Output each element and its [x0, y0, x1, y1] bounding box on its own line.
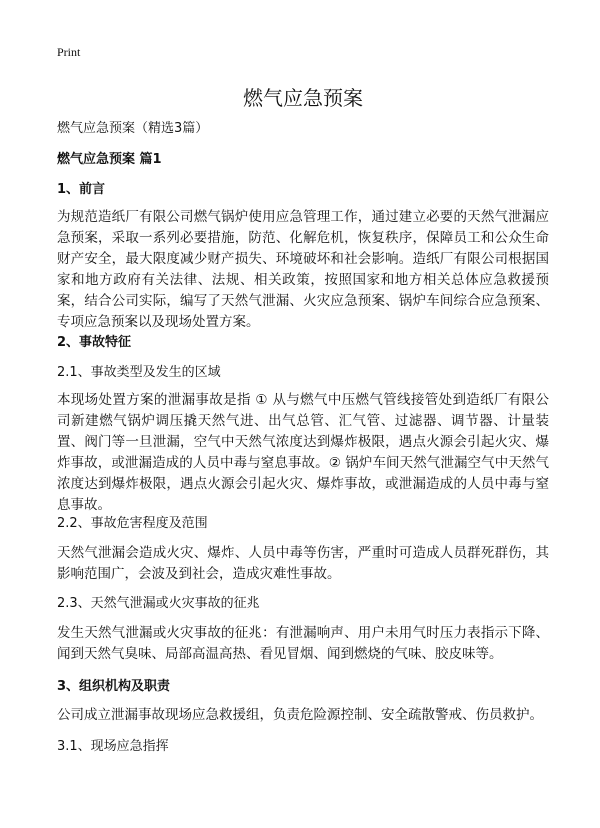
subsection-heading-2-1: 2.1、事故类型及发生的区域	[57, 365, 221, 380]
paragraph-2-3: 发生天然气泄漏或火灾事故的征兆：有泄漏响声、用户未用气时压力表指示下降、闻到天然气臭味、局部高温高热、看见冒烟、闻到燃烧的气味、胶皮味等。	[57, 625, 549, 662]
article-heading: 燃气应急预案 篇1	[57, 152, 162, 167]
section-heading-3: 3、组织机构及职责	[57, 679, 171, 694]
paragraph-2-1: 本现场处置方案的泄漏事故是指 ① 从与燃气中压燃气管线接管处到造纸厂有限公司新建燃气锅炉调压撬天然气进、出气总管、汇气管、过滤器、调节器、计量装置、阀门等一旦泄漏，空气中天然气浓度达到爆炸极限，遇点火源会引起火灾、爆炸事故，或泄漏造成的人员中毒与窒息事故。② 锅炉车间天然气泄漏空气中天然气浓度达到爆炸极限，遇点火源会引起火灾、爆炸事故，或泄漏造成的人员中毒与窒息事故。	[57, 392, 549, 513]
subtitle: 燃气应急预案（精选3篇）	[57, 121, 209, 136]
print-link[interactable]: Print	[57, 45, 81, 59]
page-title: 燃气应急预案	[243, 86, 363, 110]
paragraph-3: 公司成立泄漏事故现场应急救援组，负责危险源控制、安全疏散警戒、伤员救护。	[57, 707, 543, 723]
subsection-heading-2-3: 2.3、天然气泄漏或火灾事故的征兆	[57, 596, 260, 611]
paragraph-2-2: 天然气泄漏会造成火灾、爆炸、人员中毒等伤害，严重时可造成人员群死群伤，其影响范围广，会波及到社会，造成灾难性事故。	[57, 545, 549, 582]
subsection-heading-3-1: 3.1、现场应急指挥	[57, 739, 169, 754]
section-heading-1: 1、前言	[57, 182, 106, 197]
paragraph-preface: 为规范造纸厂有限公司燃气锅炉使用应急管理工作，通过建立必要的天然气泄漏应急预案，采取一系列必要措施，防范、化解危机，恢复秩序，保障员工和公众生命财产安全，最大限度减少财产损失、环境破坏和社会影响。造纸厂有限公司根据国家和地方政府有关法律、法规、相关政策，按照国家和地方相关总体应急救援预案，结合公司实际，编写了天然气泄漏、火灾应急预案、锅炉车间综合应急预案、专项应急预案以及现场处置方案。	[57, 209, 549, 330]
section-heading-2: 2、事故特征	[57, 335, 132, 350]
subsection-heading-2-2: 2.2、事故危害程度及范围	[57, 516, 208, 531]
